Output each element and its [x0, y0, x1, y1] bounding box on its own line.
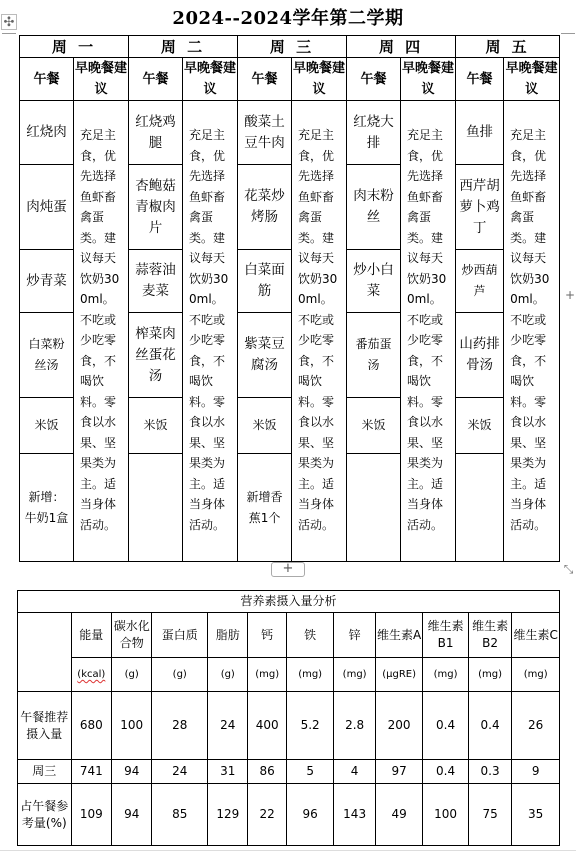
table-resize-handle-icon[interactable]: ⤡ [563, 562, 574, 576]
lunch-dish-cell: 米饭 [347, 398, 401, 454]
nutrient-header: 蛋白质 [152, 613, 208, 658]
unit-cell: (mg) [468, 658, 511, 692]
lunch-dish-cell: 米饭 [238, 398, 292, 454]
meal-advice-cell: 充足主食，优先选择鱼虾畜禽蛋类。建议每天饮奶300ml。不吃或少吃零食，不喝饮料。零食以水果、坚果类为主。适当身体活动。 [504, 101, 560, 562]
value-cell: 9 [512, 760, 560, 784]
value-cell: 24 [208, 692, 248, 760]
value-cell: 200 [375, 692, 423, 760]
value-cell: 129 [208, 784, 248, 846]
value-cell: 85 [152, 784, 208, 846]
lunch-dish-cell: 新增：牛奶1盒 [20, 454, 74, 562]
nutrient-header: 维生素B1 [423, 613, 468, 658]
page-corner-mark-bottom [0, 850, 576, 851]
lunch-dish-cell: 山药排骨汤 [456, 313, 504, 398]
row-label: 占午餐参考量(%) [18, 784, 72, 846]
unit-cell: (mg) [512, 658, 560, 692]
document-title: 2024--2024学年第二学期 [172, 8, 404, 29]
value-cell: 75 [468, 784, 511, 846]
meal-advice-cell: 充足主食，优先选择鱼虾畜禽蛋类。建议每天饮奶300ml。不吃或少吃零食，不喝饮料。零食以水果、坚果类为主。适当身体活动。 [74, 101, 129, 562]
advice-header: 早晚餐建议 [401, 58, 456, 101]
lunch-dish-cell: 酸菜土豆牛肉 [238, 101, 292, 165]
lunch-dish-cell: 炒青菜 [20, 250, 74, 313]
value-cell: 5 [286, 760, 334, 784]
value-cell: 4 [334, 760, 375, 784]
day-header: 周 三 [238, 36, 347, 58]
nutrition-table-title: 营养素摄入量分析 [18, 591, 560, 613]
nutrient-header: 能量 [71, 613, 111, 658]
lunch-header: 午餐 [238, 58, 292, 101]
row-label: 周三 [18, 760, 72, 784]
page-corner-mark-left [2, 33, 16, 34]
nutrient-header: 维生素B2 [468, 613, 511, 658]
lunch-dish-cell: 白菜粉丝汤 [20, 313, 74, 398]
value-cell: 94 [112, 784, 152, 846]
value-cell: 35 [512, 784, 560, 846]
menu-row-main [20, 101, 560, 165]
lunch-dish-cell: 肉末粉丝 [347, 165, 401, 250]
value-cell: 96 [286, 784, 334, 846]
value-cell: 5.2 [286, 692, 334, 760]
advice-header: 早晚餐建议 [183, 58, 238, 101]
nutrient-header: 钙 [248, 613, 286, 658]
day-header: 周 二 [129, 36, 238, 58]
lunch-header: 午餐 [347, 58, 401, 101]
value-cell: 28 [152, 692, 208, 760]
nutrient-header: 维生素A [375, 613, 423, 658]
wednesday-actual-row [18, 760, 560, 784]
lunch-dish-cell: 榨菜肉丝蛋花汤 [129, 313, 183, 398]
page-corner-mark-right [561, 33, 575, 34]
unit-cell: (mg) [286, 658, 334, 692]
value-cell: 100 [423, 784, 468, 846]
lunch-dish-cell: 红烧鸡腿 [129, 101, 183, 165]
value-cell: 24 [152, 760, 208, 784]
day-header: 周 五 [456, 36, 560, 58]
nutrient-header: 维生素C [512, 613, 560, 658]
value-cell: 22 [248, 784, 286, 846]
day-header: 周 一 [20, 36, 129, 58]
value-cell: 143 [334, 784, 375, 846]
value-cell: 109 [71, 784, 111, 846]
advice-header: 早晚餐建议 [504, 58, 560, 101]
value-cell: 0.3 [468, 760, 511, 784]
nutrient-header: 锌 [334, 613, 375, 658]
lunch-dish-cell: 紫菜豆腐汤 [238, 313, 292, 398]
lunch-dish-cell: 红烧大排 [347, 101, 401, 165]
lunch-header: 午餐 [456, 58, 504, 101]
unit-cell: (g) [112, 658, 152, 692]
advice-header: 早晚餐建议 [292, 58, 347, 101]
lunch-header: 午餐 [20, 58, 74, 101]
nutrition-analysis-table [17, 590, 560, 846]
lunch-header: 午餐 [129, 58, 183, 101]
lunch-dish-cell: 新增香蕉1个 [238, 454, 292, 562]
lunch-dish-cell [456, 454, 504, 562]
unit-row [18, 658, 560, 692]
value-cell: 26 [512, 692, 560, 760]
lunch-dish-cell: 蒜蓉油麦菜 [129, 250, 183, 313]
lunch-dish-cell: 鱼排 [456, 101, 504, 165]
lunch-dish-cell: 花菜炒烤肠 [238, 165, 292, 250]
nutrient-header: 铁 [286, 613, 334, 658]
percentage-row [18, 784, 560, 846]
day-header-row [20, 36, 560, 58]
value-cell: 0.4 [468, 692, 511, 760]
weekly-menu-table [19, 35, 560, 562]
value-cell: 100 [112, 692, 152, 760]
value-cell: 31 [208, 760, 248, 784]
unit-cell: (mg) [334, 658, 375, 692]
value-cell: 2.8 [334, 692, 375, 760]
value-cell: 49 [375, 784, 423, 846]
nutrient-header: 碳水化合物 [112, 613, 152, 658]
value-cell: 400 [248, 692, 286, 760]
lunch-dish-cell: 炒西葫芦 [456, 250, 504, 313]
unit-cell: (mg) [248, 658, 286, 692]
recommended-intake-row [18, 692, 560, 760]
value-cell: 680 [71, 692, 111, 760]
unit-cell: (g) [152, 658, 208, 692]
unit-cell: (g) [208, 658, 248, 692]
lunch-dish-cell: 白菜面筋 [238, 250, 292, 313]
value-cell: 741 [71, 760, 111, 784]
lunch-dish-cell: 米饭 [129, 398, 183, 454]
lunch-dish-cell: 西芹胡萝卜鸡丁 [456, 165, 504, 250]
row-label: 午餐推荐摄入量 [18, 692, 72, 760]
meal-advice-cell: 充足主食，优先选择鱼虾畜禽蛋类。建议每天饮奶300ml。不吃或少吃零食，不喝饮料。零食以水果、坚果类为主。适当身体活动。 [401, 101, 456, 562]
lunch-dish-cell: 肉炖蛋 [20, 165, 74, 250]
value-cell: 0.4 [423, 760, 468, 784]
nutrition-title-row [18, 591, 560, 613]
unit-cell: (μgRE) [375, 658, 423, 692]
lunch-dish-cell: 炒小白菜 [347, 250, 401, 313]
meal-type-header-row [20, 58, 560, 101]
value-cell: 0.4 [423, 692, 468, 760]
meal-advice-cell: 充足主食，优先选择鱼虾畜禽蛋类。建议每天饮奶300ml。不吃或少吃零食，不喝饮料。零食以水果、坚果类为主。适当身体活动。 [183, 101, 238, 562]
lunch-dish-cell [129, 454, 183, 562]
lunch-dish-cell: 红烧肉 [20, 101, 74, 165]
lunch-dish-cell: 番茄蛋汤 [347, 313, 401, 398]
nutrient-header-row [18, 613, 560, 658]
unit-cell [71, 658, 111, 692]
value-cell: 97 [375, 760, 423, 784]
unit-cell: (mg) [423, 658, 468, 692]
nutrient-header: 脂肪 [208, 613, 248, 658]
unit-text: (kcal) [77, 669, 106, 680]
meal-advice-cell: 充足主食，优先选择鱼虾畜禽蛋类。建议每天饮奶300ml。不吃或少吃零食，不喝饮料。零食以水果、坚果类为主。适当身体活动。 [292, 101, 347, 562]
table-move-handle-icon[interactable]: ✣ [1, 14, 17, 30]
value-cell: 86 [248, 760, 286, 784]
empty-corner-cell [18, 613, 72, 692]
lunch-dish-cell [347, 454, 401, 562]
insert-column-plus-icon[interactable]: + [564, 288, 576, 302]
day-header: 周 四 [347, 36, 456, 58]
lunch-dish-cell: 米饭 [456, 398, 504, 454]
lunch-dish-cell: 米饭 [20, 398, 74, 454]
advice-header: 早晚餐建议 [74, 58, 129, 101]
lunch-dish-cell: 杏鲍菇青椒肉片 [129, 165, 183, 250]
value-cell: 94 [112, 760, 152, 784]
add-row-button[interactable]: + [271, 562, 305, 577]
